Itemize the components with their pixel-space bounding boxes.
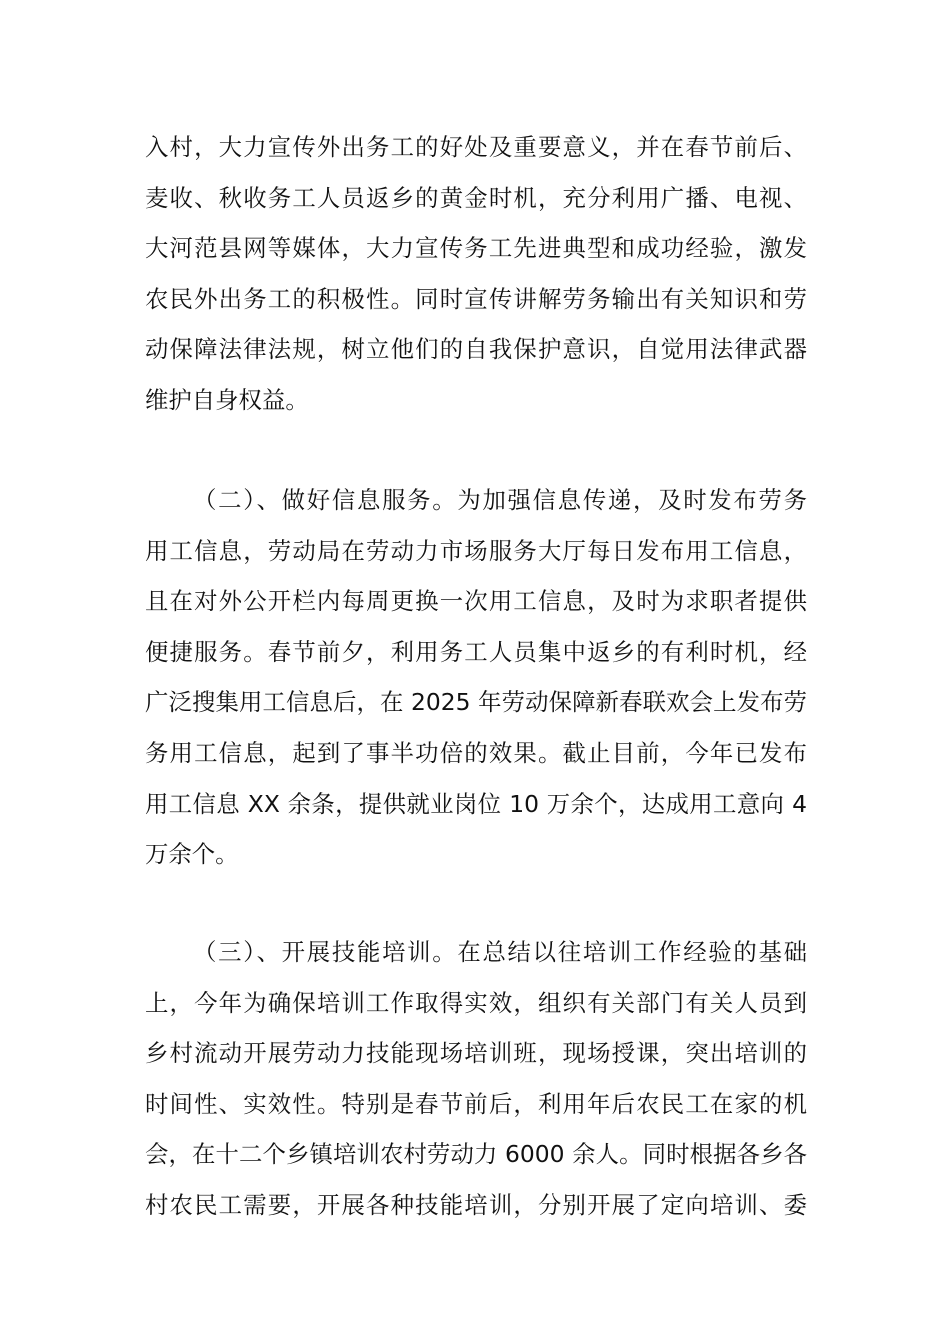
paragraph-line: 上，今年为确保培训工作取得实效，组织有关部门有关人员到 [145,988,807,1017]
paragraph-line: 农民外出务工的积极性。同时宣传讲解劳务输出有关知识和劳 [145,284,807,313]
paragraph-2 [145,475,807,880]
paragraph-line: 且在对外公开栏内每周更换一次用工信息，及时为求职者提供 [145,587,807,616]
paragraph-line: 用工信息，劳动局在劳动力市场服务大厅每日发布用工信息， [145,536,807,565]
paragraph-line: 村农民工需要，开展各种技能培训，分别开展了定向培训、委 [145,1190,807,1219]
paragraph-line: 广泛搜集用工信息后，在 2025 年劳动保障新春联欢会上发布劳 [145,688,807,717]
paragraph-line: 大河范县网等媒体，大力宣传务工先进典型和成功经验，激发 [145,234,807,263]
paragraph-line: 万余个。 [145,840,239,869]
paragraph-line: 维护自身权益。 [145,385,309,414]
paragraph-line: 入村，大力宣传外出务工的好处及重要意义，并在春节前后、 [145,133,807,161]
paragraph-1 [145,122,807,426]
paragraph-line: 麦收、秋收务工人员返乡的黄金时机，充分利用广播、电视、 [145,183,807,212]
paragraph-line: 时间性、实效性。特别是春节前后，利用年后农民工在家的机 [145,1089,807,1118]
paragraph-line: （二）、做好信息服务。为加强信息传递，及时发布劳务 [193,486,807,514]
paragraph-line: （三）、开展技能培训。在总结以往培训工作经验的基础 [193,938,807,966]
paragraph-line: 乡村流动开展劳动力技能现场培训班，现场授课，突出培训的 [145,1039,807,1068]
paragraph-line: 用工信息 XX 余条，提供就业岗位 10 万余个，达成用工意向 4 [145,789,807,818]
paragraph-3 [145,927,807,1231]
paragraph-line: 会，在十二个乡镇培训农村劳动力 6000 余人。同时根据各乡各 [145,1140,807,1169]
paragraph-line: 动保障法律法规，树立他们的自我保护意识，自觉用法律武器 [145,335,807,364]
paragraph-line: 便捷服务。春节前夕，利用务工人员集中返乡的有利时机，经 [145,637,807,666]
paragraph-line: 务用工信息，起到了事半功倍的效果。截止目前，今年已发布 [145,738,807,767]
